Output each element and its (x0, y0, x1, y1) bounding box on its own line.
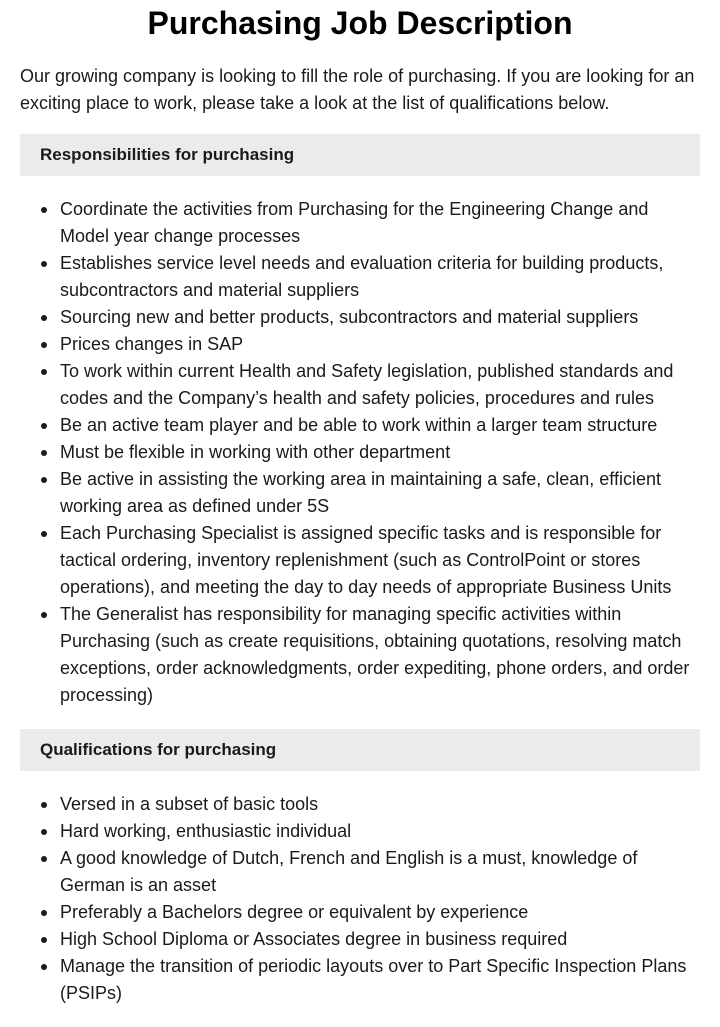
list-item (60, 196, 700, 250)
bullet-icon (41, 910, 47, 916)
bullet-icon (41, 829, 47, 835)
list-item-text: Sourcing new and better products, subcontractors and material suppliers (60, 307, 639, 327)
bullet-icon (41, 531, 47, 537)
bullet-icon (41, 964, 47, 970)
qualifications-list (20, 791, 700, 1007)
list-item (60, 601, 700, 709)
list-item (60, 899, 700, 926)
list-item (60, 250, 700, 304)
list-item (60, 358, 700, 412)
bullet-icon (41, 802, 47, 808)
list-item-text: Be active in assisting the working area in maintaining a safe, clean, efficient working area as defined under 5S (60, 469, 662, 516)
list-item (60, 304, 700, 331)
list-item-text: Be an active team player and be able to work within a larger team structure (60, 415, 658, 435)
list-item-text: Coordinate the activities from Purchasing for the Engineering Change and Model year change processes (60, 199, 649, 246)
list-item-text: Each Purchasing Specialist is assigned specific tasks and is responsible for tactical ordering, inventory replenishment (such as ControlPoint or stores operations), and meeting the day to day needs of appropriate Business Units (60, 523, 672, 597)
bullet-icon (41, 342, 47, 348)
bullet-icon (41, 856, 47, 862)
list-item (60, 520, 700, 601)
bullet-icon (41, 315, 47, 321)
list-item-text: Hard working, enthusiastic individual (60, 821, 352, 841)
list-item (60, 926, 700, 953)
responsibilities-list (20, 196, 700, 709)
list-item (60, 439, 700, 466)
list-item (60, 412, 700, 439)
list-item-text: Versed in a subset of basic tools (60, 794, 319, 814)
bullet-icon (41, 261, 47, 267)
list-item-text: Prices changes in SAP (60, 334, 244, 354)
list-item-text: The Generalist has responsibility for managing specific activities within Purchasing (such as create requisitions, obtaining quotations, resolving match exceptions, order acknowledgments, order expediting, phone orders, and order processing) (60, 604, 690, 705)
list-item-text: A good knowledge of Dutch, French and English is a must, knowledge of German is an asset (60, 848, 638, 895)
list-item (60, 818, 700, 845)
page-title: Purchasing Job Description (147, 5, 573, 41)
list-item-text: Establishes service level needs and evaluation criteria for building products, subcontractors and material suppliers (60, 253, 664, 300)
bullet-icon (41, 450, 47, 456)
list-item (60, 466, 700, 520)
list-item-text: Must be flexible in working with other department (60, 442, 451, 462)
responsibilities-heading: Responsibilities for purchasing (20, 134, 700, 176)
list-item (60, 845, 700, 899)
bullet-icon (41, 369, 47, 375)
bullet-icon (41, 477, 47, 483)
bullet-icon (41, 207, 47, 213)
list-item-text: Preferably a Bachelors degree or equivalent by experience (60, 902, 529, 922)
intro-paragraph: Our growing company is looking to fill the role of purchasing. If you are looking for an exciting place to work, please take a look at the list of qualifications below. (20, 66, 695, 113)
qualifications-heading: Qualifications for purchasing (20, 729, 700, 771)
bullet-icon (41, 612, 47, 618)
list-item (60, 953, 700, 1007)
bullet-icon (41, 937, 47, 943)
list-item (60, 331, 700, 358)
list-item (60, 791, 700, 818)
list-item-text: Manage the transition of periodic layouts over to Part Specific Inspection Plans (PSIPs) (60, 956, 687, 1003)
list-item-text: To work within current Health and Safety legislation, published standards and codes and the Company’s health and safety policies, procedures and rules (60, 361, 674, 408)
bullet-icon (41, 423, 47, 429)
list-item-text: High School Diploma or Associates degree in business required (60, 929, 568, 949)
